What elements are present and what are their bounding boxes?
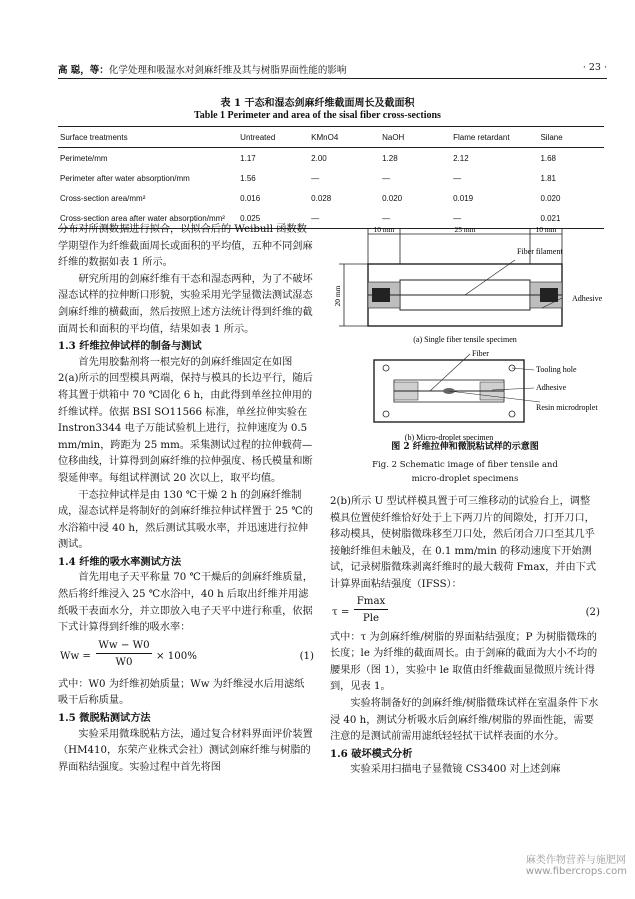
paragraph: 式中：τ 为剑麻纤维/树脂的界面粘结强度；P 为树脂微珠的长度；le 为纤维的截面周长。由于剑麻的截面为大小不均的腰果形（图 1），实验中 le 取值由纤维截面显微照片统计得到，见表 1。	[330, 631, 598, 693]
header-authors: 高 聪，等：	[58, 65, 109, 76]
eq2-numerator: Fmax	[354, 595, 388, 610]
figure-caption-en-2: micro-droplet specimens	[411, 474, 519, 484]
table-column-header: Flame retardant	[451, 127, 538, 148]
table-cell: Perimete/mm	[60, 153, 108, 163]
section-heading-1-6: 1.6 破坏模式分析	[330, 747, 413, 760]
table-row	[58, 148, 604, 169]
section-heading-1-3: 1.3 纤维拉伸试样的制备与测试	[58, 340, 202, 353]
table-column-header: Surface treatments	[58, 127, 238, 148]
paragraph: 2(b)所示 U 型试样模具置于可三维移动的试验台上，调整模具位置使纤维恰好处于上下两刀片的间隙处，打开刀口，移动模具，使树脂微珠移至刀口处，然后闭合刀口至其几乎接触纤维但未触及，在 0.1 mm/min 的移动速度下开始测试，记录树脂微珠剥离纤维时的最大载荷 Fmax，并由下式计算界面粘结强度（IFSS）：	[330, 496, 597, 590]
figure-caption-en-1: Fig. 2 Schematic image of fiber tensile and	[372, 460, 558, 470]
table-cell: 0.016	[240, 193, 261, 203]
table-cell: —	[453, 173, 462, 183]
paragraph: 干态拉伸试样是由 130 ℃干燥 2 h 的剑麻纤维制成，湿态试样是将制好的剑麻纤维拉伸试样置于 25 ℃的水浴箱中浸 40 h，然后测试其吸水率，并迅速进行拉伸测试。	[58, 489, 313, 551]
label-fiber: Fiber	[472, 349, 489, 358]
table-cell: 1.56	[240, 173, 256, 183]
label-resin-microdroplet: Resin microdroplet	[536, 403, 598, 412]
table-cell: 1.81	[540, 173, 557, 183]
tooling-hole	[383, 365, 389, 371]
equation-1	[58, 637, 314, 677]
table-cell: 0.028	[311, 193, 332, 203]
paragraph: 分布对所测数据进行拟合，以拟合后的 Weibull 函数数学期望作为纤维截面周长或面积的平均值，五种不同剑麻纤维的数据如表 1 所示。	[58, 224, 313, 269]
perimeter-area-table	[58, 126, 604, 229]
dim-left: 10 mm	[373, 225, 395, 234]
paragraph: 实验采用扫描电子显微镜 CS3400 对上述剑麻	[350, 764, 561, 776]
equation-2	[330, 594, 600, 630]
table-row	[58, 188, 604, 208]
eq2-lhs: τ =	[332, 606, 350, 618]
paragraph: 首先用电子天平称量 70 ℃干燥后的剑麻纤维质量，然后将纤维浸入 25 ℃水浴中，40 h 后取出纤维并用滤纸吸干表面水分，并立即放入电子天平中进行称重，依据下式计算得到纤维的吸水率：	[58, 572, 313, 634]
table-cell: —	[309, 208, 380, 229]
eq1-tail: × 100%	[156, 650, 197, 662]
paragraph: 实验将制备好的剑麻纤维/树脂微珠试样在室温条件下水浸 40 h，测试分析吸水后剑麻纤维/树脂的界面性能，需要注意的是测试前需用滤纸轻轻拭干试样表面的水分。	[330, 697, 599, 743]
paragraph: 首先用胶黏剂将一根完好的剑麻纤维固定在如图 2(a)所示的回型模具两端，保持与模具的长边平行，随后将其置于烘箱中 70 ℃固化 6 h，由此得到单丝拉伸用的纤维试样。依据 BSI SO11566 标准，单丝拉伸实验在 Instron3344 电子万能试验机上进行，拉伸速度为 0.5 mm/min，跨距为 25 mm。采集测试过程的拉伸载荷—位移曲线，计算得到剑麻纤维的拉伸强度、杨氏模量和断裂延伸率。每组试样测试 20 次以上，取平均值。	[58, 356, 313, 484]
table-cell: 0.019	[453, 193, 474, 203]
table-column-header: Untreated	[238, 127, 309, 148]
label-adhesive-b: Adhesive	[536, 383, 567, 392]
table-cell: 1.28	[382, 153, 398, 163]
paragraph: 实验采用微珠脱粘方法，通过复合材料界面评价装置（HM410，东荣产业株式会社）测试剑麻纤维与树脂的界面粘结强度。实验过程中首先将图	[58, 728, 313, 773]
watermark-line1: 麻类作物营养与施肥网	[525, 855, 626, 866]
table-column-header: Silane	[538, 127, 604, 148]
right-column	[330, 494, 600, 779]
table-cell: 2.12	[453, 153, 469, 163]
eq1-lhs: Ww =	[60, 650, 91, 662]
label-fiber-filament-text: Fiber filament	[517, 247, 563, 256]
header-left	[58, 62, 346, 76]
table-cell: 1.68	[540, 153, 557, 163]
eq1-denominator: W0	[115, 656, 133, 668]
eq2-denominator: Ple	[362, 612, 380, 624]
dim-right: 10 mm	[535, 225, 557, 234]
label-adhesive: Adhesive	[572, 294, 603, 303]
table-cell: 0.025	[238, 208, 309, 229]
table-cell: —	[451, 208, 538, 229]
table-cell: Perimeter after water absorption/mm	[60, 173, 190, 183]
dim-height: 20 mm	[333, 285, 342, 307]
table-caption-cn: 表 1 干态和湿态剑麻纤维截面周长及截面积	[220, 98, 415, 109]
page-number: · 23 ·	[582, 62, 607, 73]
table-cell: Cross-section area/mm²	[60, 193, 146, 203]
eq2-number: (2)	[585, 606, 600, 618]
table-cell: —	[311, 173, 320, 183]
table-row	[58, 168, 604, 188]
paragraph: 研究所用的剑麻纤维有干态和湿态两种，为了不破坏湿态试样的拉伸断口形貌，实验采用光学显微法测试湿态剑麻纤维的横截面，然后按照上述方法统计得到纤维的截面周长和面积的平均值，结果如表 1 所示。	[58, 273, 313, 335]
eq1-numerator: Ww − W0	[96, 639, 152, 654]
figure-caption-cn: 图 2 纤维拉伸和微脱粘试样的示意图	[391, 442, 539, 452]
label-tooling-hole: Tooling hole	[536, 365, 577, 374]
section-heading-1-4: 1.4 纤维的吸水率测试方法	[58, 555, 182, 568]
table-cell: 0.021	[538, 208, 604, 229]
table-cell: Cross-section area after water absorption/mm²	[58, 208, 238, 229]
table-column-header: NaOH	[380, 127, 451, 148]
table-cell: 1.17	[240, 153, 256, 163]
section-heading-1-5: 1.5 微脱粘测试方法	[58, 712, 151, 725]
figure-caption	[330, 440, 600, 486]
table-cell: 0.020	[382, 193, 403, 203]
figure-2	[330, 222, 605, 452]
table-column-header: KMnO4	[309, 127, 380, 148]
eq1-number: (1)	[299, 650, 314, 662]
table-cell: 2.00	[311, 153, 327, 163]
tooling-hole	[383, 411, 389, 417]
dim-mid: 25 mm	[454, 225, 476, 234]
subcaption-b: (b) Micro-droplet specimen	[404, 433, 494, 442]
watermark	[526, 851, 627, 877]
table-header-row	[58, 127, 604, 148]
watermark-line2: www.fibercrops.com	[525, 866, 627, 877]
table-cell: —	[380, 208, 451, 229]
tooling-hole	[509, 411, 515, 417]
label-fiber-filament	[517, 247, 563, 256]
table-cell: —	[382, 173, 391, 183]
header-title: 化学处理和吸湿水对剑麻纤维及其与树脂界面性能的影响	[108, 65, 347, 76]
subcaption-a: (a) Single fiber tensile specimen	[413, 335, 517, 344]
paragraph: 式中：W0 为纤维初始质量；Ww 为纤维浸水后用滤纸吸干后称质量。	[58, 678, 305, 707]
left-column	[58, 222, 314, 776]
table-cell: 0.020	[540, 193, 561, 203]
table-caption-en: Table 1 Perimeter and area of the sisal fiber cross-sections	[194, 110, 441, 121]
header-rule	[58, 78, 607, 79]
